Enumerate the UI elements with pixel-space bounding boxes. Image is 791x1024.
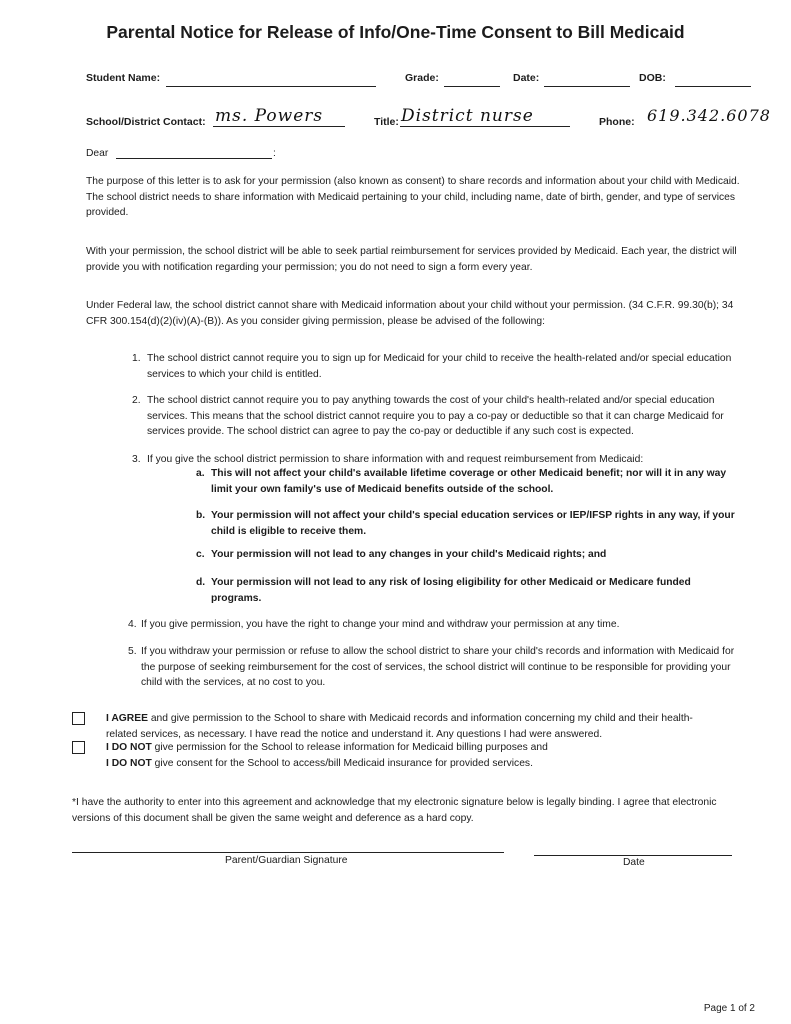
contact-field-line: [213, 126, 345, 127]
student-name-field[interactable]: [166, 86, 376, 87]
agree-bold: I AGREE: [106, 713, 148, 724]
phone-label: Phone:: [599, 116, 635, 128]
federal-law-paragraph: Under Federal law, the school district cannot share with Medicaid information about your child without your permission. (34 C.F.R. 99.30(b); 34 CFR 300.154(d)(2)(iv)(A)-(B)). As you consider giving permission, please be advised of the following:: [86, 300, 734, 327]
subitem: This will not affect your child's available lifetime coverage or other Medicaid benefit; nor will it in any way limit your own family's use of Medicaid benefits outside of the school.: [211, 468, 727, 495]
title-label: Title:: [374, 116, 399, 128]
disagree-text-2: give consent for the School to access/bill Medicaid insurance for provided services.: [151, 758, 533, 769]
disagree-statement-2: [106, 756, 726, 772]
signature-date-field[interactable]: [534, 855, 732, 856]
dob-label: DOB:: [639, 72, 666, 84]
item-number: 2.: [132, 395, 141, 406]
grade-label: Grade:: [405, 72, 439, 84]
list-item: If you give the school district permission to share information with and request reimbursement from Medicaid:: [147, 454, 644, 465]
signature-date-label: Date: [623, 857, 645, 868]
disagree-statement-1: [106, 740, 726, 756]
signature-field[interactable]: [72, 852, 504, 853]
disagree-checkbox[interactable]: [72, 741, 85, 754]
item-number: 5.: [128, 646, 137, 657]
student-name-label: Student Name:: [86, 72, 161, 84]
subitem-letter: a.: [196, 468, 205, 479]
page-title: Parental Notice for Release of Info/One-Time Consent to Bill Medicaid: [106, 22, 685, 42]
agree-text: and give permission to the School to share with Medicaid records and information concerning my child and their health-related services, as necessary. I have read the notice and understand it. Any questions I had were answered.: [106, 713, 693, 740]
dear-label: Dear: [86, 148, 109, 159]
contact-label: School/District Contact:: [86, 116, 206, 128]
permission-paragraph: With your permission, the school district will be able to seek partial reimbursement for services provided by Medicaid. Each year, the district will provide you with notification regarding your permission; you do not need to sign a form every year.: [86, 246, 737, 273]
subitem-letter: c.: [196, 549, 205, 560]
dear-field[interactable]: [116, 158, 272, 159]
grade-field[interactable]: [444, 86, 500, 87]
disagree-text-1: give permission for the School to release information for Medicaid billing purposes and: [151, 742, 548, 753]
list-item: The school district cannot require you to pay anything towards the cost of your child's health-related and/or special education services. This means that the school district cannot require you to pay a co-pay or deductible so that it can charge Medicaid for services provide. The school district can agree to pay the co-pay or deductible if any such cost is expected.: [147, 395, 724, 437]
item-number: 4.: [128, 619, 137, 630]
contact-value[interactable]: ms. Powers: [215, 106, 324, 126]
dob-field[interactable]: [675, 86, 751, 87]
agree-checkbox[interactable]: [72, 712, 85, 725]
phone-value[interactable]: 619.342.6078: [647, 106, 771, 125]
date-label: Date:: [513, 72, 540, 84]
signature-label: Parent/Guardian Signature: [225, 855, 348, 866]
title-field-line: [400, 126, 570, 127]
subitem: Your permission will not affect your child's special education services or IEP/IFSP rights in any way, if your child is eligible to receive them.: [211, 510, 735, 537]
list-item: If you withdraw your permission or refuse to allow the school district to share your child's records and information with Medicaid for the purpose of seeking reimbursement for the cost of services, the school district will continue to be responsible for providing your child with the services, at no cost to you.: [141, 646, 735, 688]
subitem: Your permission will not lead to any risk of losing eligibility for other Medicaid or Medicare funded programs.: [211, 577, 691, 604]
item-number: 1.: [132, 353, 141, 364]
agree-statement: [106, 711, 716, 742]
dear-suffix: :: [273, 148, 276, 159]
item-number: 3.: [132, 454, 141, 465]
disagree-bold-2: I DO NOT: [106, 758, 152, 769]
title-value[interactable]: District nurse: [401, 106, 534, 126]
list-item: The school district cannot require you to sign up for Medicaid for your child to receive the health-related and/or special education services to which your child is entitled.: [147, 353, 732, 380]
purpose-paragraph: The purpose of this letter is to ask for your permission (also known as consent) to share records and information about your child with Medicaid. The school district needs to share information with Medicaid pertaining to your child, including name, date of birth, gender, and type of services provided.: [86, 176, 740, 218]
date-field[interactable]: [544, 86, 630, 87]
page-number: Page 1 of 2: [703, 1003, 755, 1014]
disagree-bold-1: I DO NOT: [106, 742, 152, 753]
list-item: If you give permission, you have the right to change your mind and withdraw your permission at any time.: [141, 619, 620, 630]
subitem-letter: d.: [196, 577, 206, 588]
subitem: Your permission will not lead to any changes in your child's Medicaid rights; and: [211, 549, 607, 560]
authority-paragraph: *I have the authority to enter into this agreement and acknowledge that my electronic signature below is legally binding. I agree that electronic versions of this document shall be given the same weight and deference as a hard copy.: [72, 797, 717, 824]
subitem-letter: b.: [196, 510, 206, 521]
